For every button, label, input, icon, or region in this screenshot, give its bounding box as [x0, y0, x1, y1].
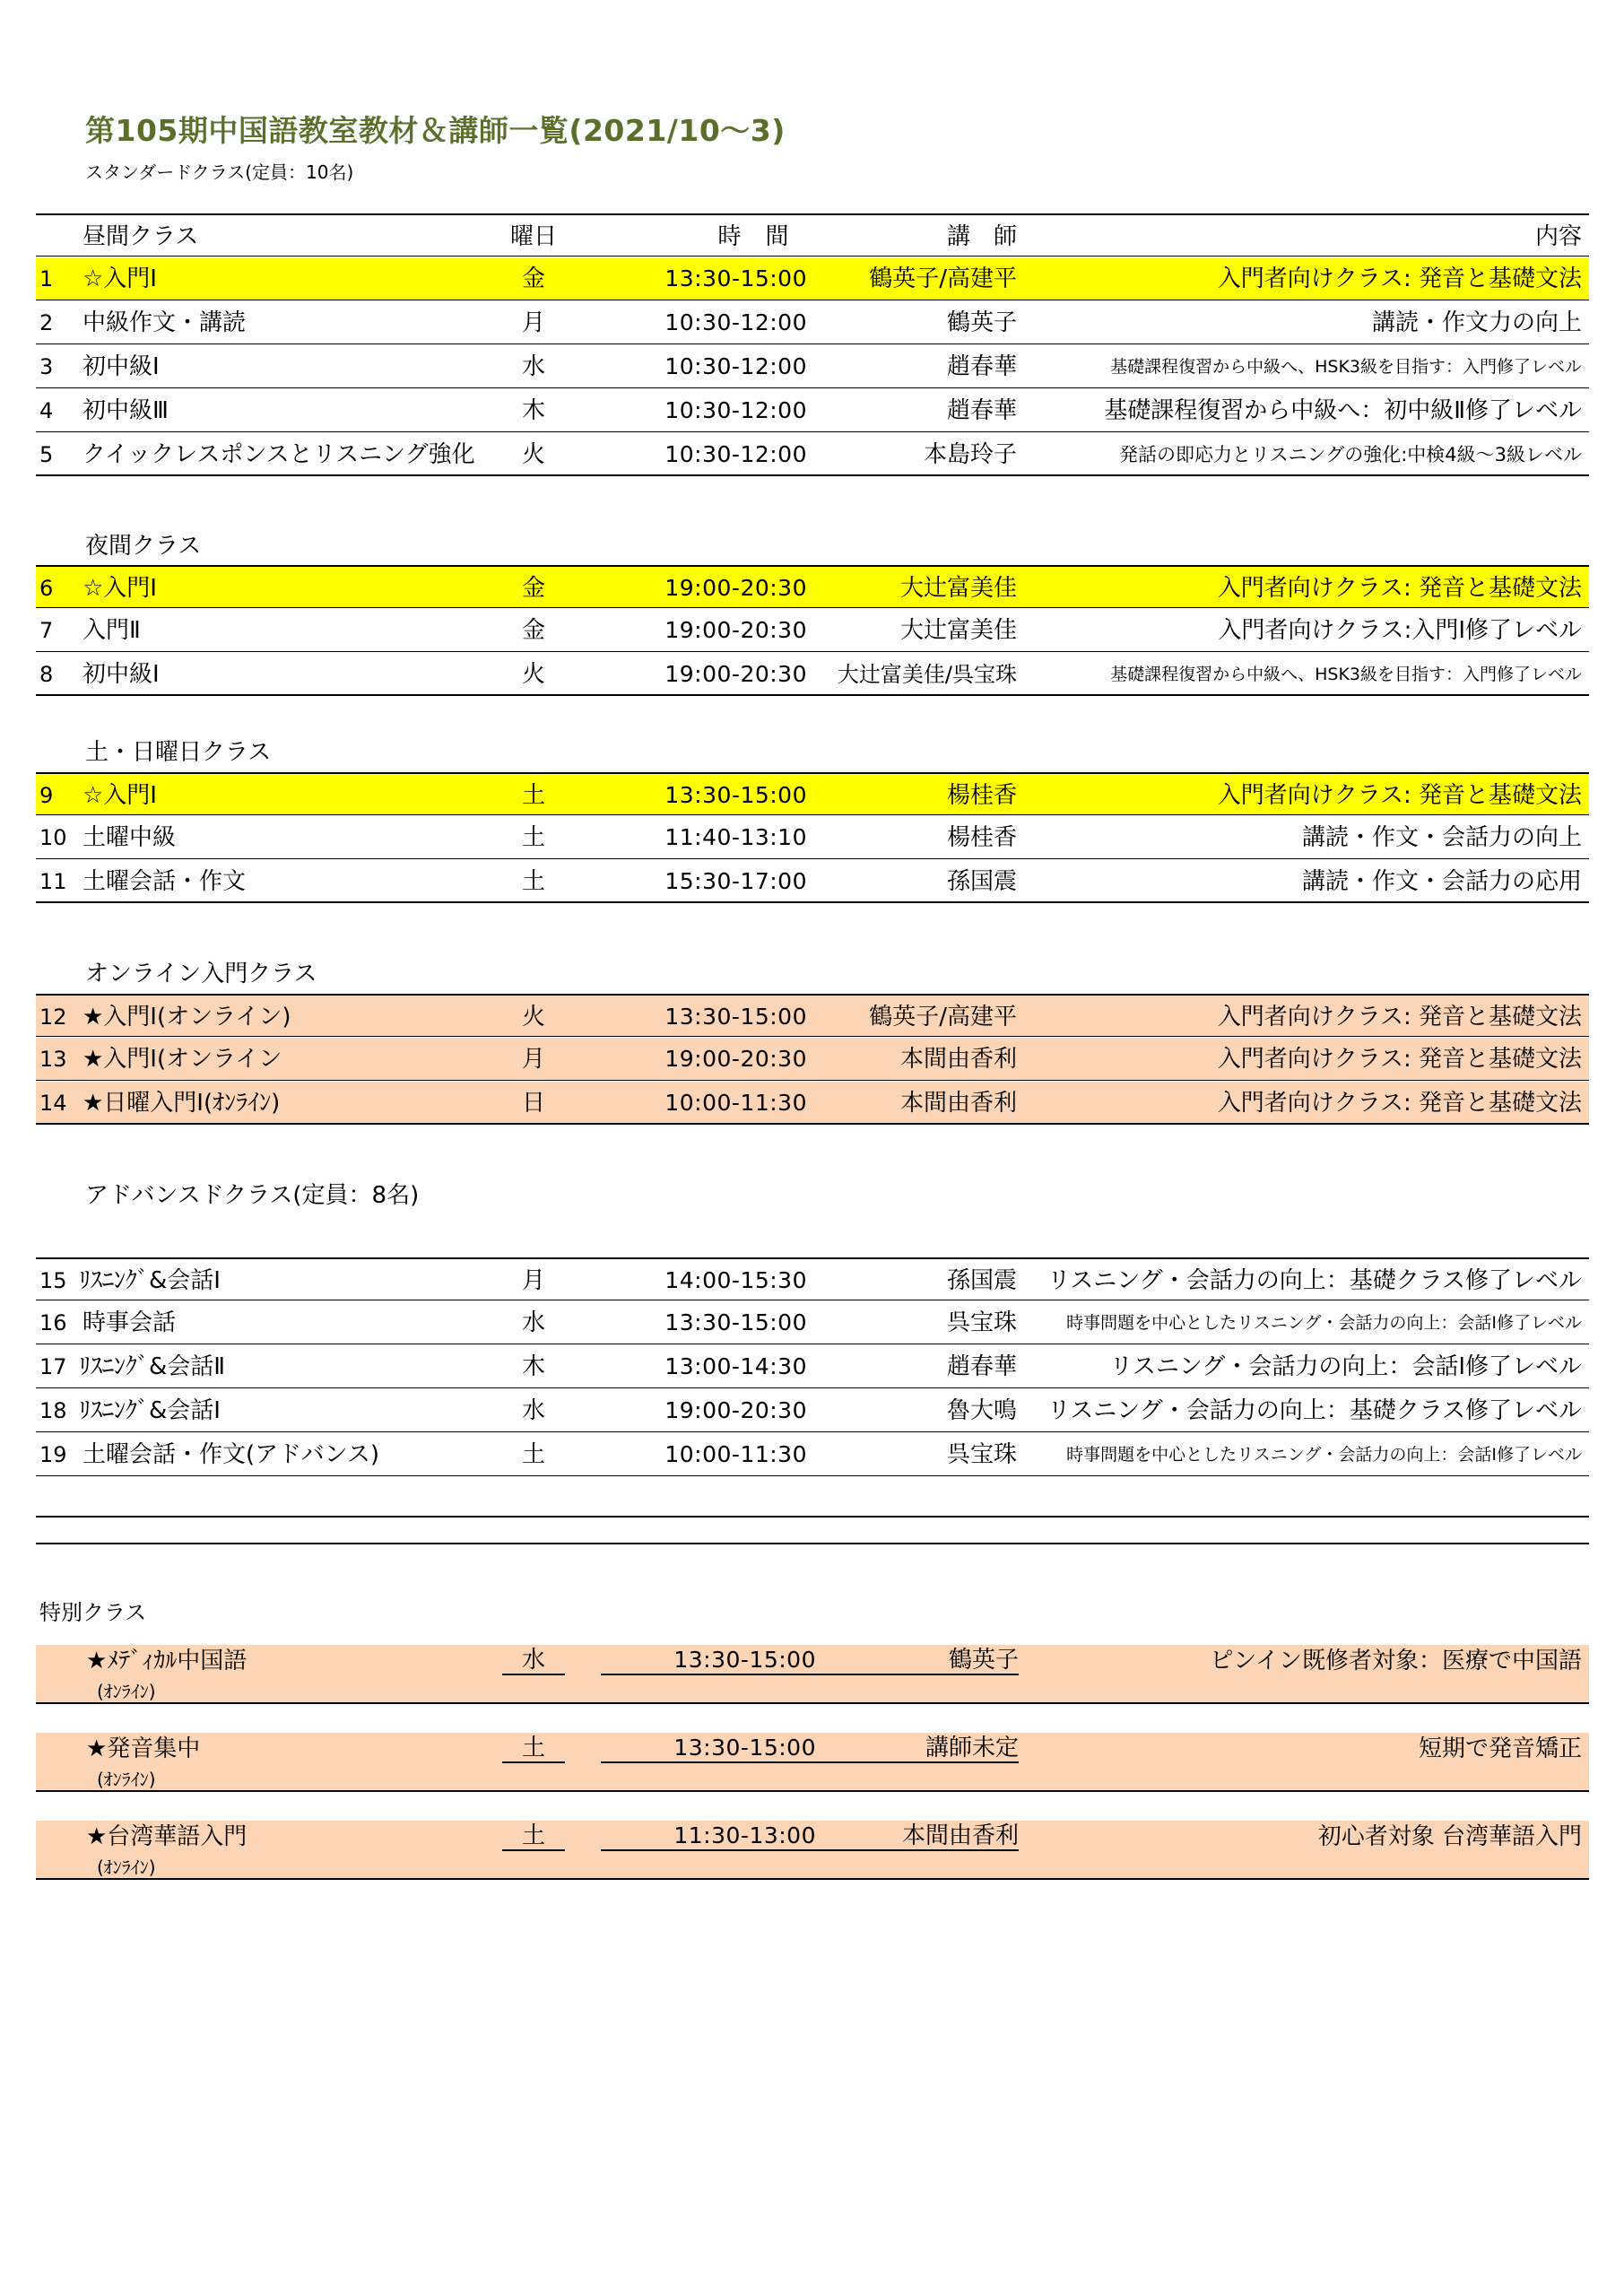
class-teacher: 楊桂香	[946, 824, 1017, 851]
class-day: 月	[521, 1267, 545, 1294]
special-class-time: 13:30-15:00	[601, 1733, 816, 1763]
special-class-mode: (ｵﾝﾗｲﾝ)	[97, 1769, 156, 1790]
table-row	[36, 994, 1589, 1037]
table-row	[36, 1345, 1589, 1388]
section-advanced-label: アドバンスドクラス(定員：8名)	[85, 1182, 420, 1209]
table-row	[36, 1038, 1589, 1081]
section-evening-label: 夜間クラス	[85, 533, 202, 560]
row-number: 19	[39, 1442, 67, 1467]
class-teacher: 鶴英子	[946, 309, 1017, 336]
special-class-row	[36, 1733, 1589, 1792]
class-teacher: 本島玲子	[923, 441, 1017, 468]
row-number: 17	[39, 1354, 67, 1379]
table-divider	[36, 1543, 1589, 1544]
table-row	[36, 860, 1589, 903]
class-day: 水	[521, 353, 545, 380]
class-time: 19:00-20:30	[664, 617, 807, 643]
class-teacher: 本間由香利	[899, 1046, 1017, 1073]
class-time: 13:30-15:00	[664, 782, 807, 808]
row-number: 5	[39, 442, 54, 467]
row-number: 8	[39, 662, 54, 687]
class-content: 時事問題を中心としたリスニング・会話力の向上：会話Ⅰ修了レベル	[1066, 1313, 1582, 1333]
class-name: 中級作文・講読	[83, 309, 247, 336]
class-name: 初中級Ⅰ	[83, 353, 160, 380]
class-day: 金	[521, 617, 545, 644]
row-number: 15	[39, 1268, 67, 1293]
special-class-mode: (ｵﾝﾗｲﾝ)	[97, 1857, 156, 1878]
class-day: 火	[521, 441, 545, 468]
section-online-label: オンライン入門クラス	[85, 961, 317, 987]
class-teacher: 大辻富美佳	[899, 617, 1017, 644]
class-name: 土曜中級	[83, 824, 177, 851]
header-daytime-class: 昼間クラス	[83, 223, 199, 250]
row-number: 11	[39, 869, 67, 894]
class-time: 10:00-11:30	[664, 1441, 807, 1467]
special-class-content: 初心者対象 台湾華語入門	[1317, 1823, 1582, 1850]
class-time: 15:30-17:00	[664, 868, 807, 894]
row-number: 10	[39, 825, 67, 850]
table-row	[36, 1389, 1589, 1432]
header-time: 時 間	[717, 223, 789, 250]
class-content: 入門者向けクラス:入門Ⅰ修了レベル	[1218, 617, 1582, 644]
class-content: リスニング・会話力の向上：基礎クラス修了レベル	[1046, 1397, 1582, 1424]
section-weekend-label: 土・日曜日クラス	[85, 739, 272, 766]
special-class-teacher: 本間由香利	[798, 1821, 1019, 1851]
table-row	[36, 433, 1589, 476]
table-header	[36, 213, 1589, 257]
row-number: 12	[39, 1004, 67, 1030]
class-name: クイックレスポンスとリスニング強化	[83, 441, 475, 468]
class-time: 19:00-20:30	[664, 661, 807, 687]
table-row	[36, 609, 1589, 652]
class-day: 土	[521, 824, 545, 851]
class-time: 11:40-13:10	[664, 824, 807, 850]
class-time: 10:30-12:00	[664, 309, 807, 335]
class-time: 13:30-15:00	[664, 1004, 807, 1030]
class-day: 土	[521, 782, 545, 809]
class-day: 水	[521, 1397, 545, 1424]
class-teacher: 趙春華	[946, 353, 1017, 380]
row-number: 14	[39, 1091, 67, 1116]
table-row	[36, 1301, 1589, 1344]
table-row	[36, 816, 1589, 859]
special-class-time: 13:30-15:00	[601, 1645, 816, 1675]
special-class-teacher: 講師未定	[798, 1733, 1019, 1763]
class-teacher: 孫国震	[946, 1267, 1017, 1294]
page-title: 第105期中国語教室教材＆講師一覧(2021/10～3)	[85, 113, 786, 148]
class-content: リスニング・会話力の向上：基礎クラス修了レベル	[1046, 1267, 1582, 1294]
class-time: 10:00-11:30	[664, 1090, 807, 1116]
class-content: リスニング・会話力の向上：会話Ⅰ修了レベル	[1109, 1353, 1582, 1380]
table-row	[36, 389, 1589, 432]
row-number: 16	[39, 1310, 67, 1335]
class-day: 火	[521, 1004, 545, 1031]
special-class-row	[36, 1821, 1589, 1880]
class-time: 13:00-14:30	[664, 1353, 807, 1379]
class-name: ﾘｽﾆﾝｸﾞ&会話Ⅰ	[79, 1267, 221, 1294]
page-subtitle: スタンダードクラス(定員：10名)	[85, 161, 354, 183]
class-name: ﾘｽﾆﾝｸﾞ&会話Ⅱ	[79, 1353, 226, 1380]
class-content: 時事問題を中心としたリスニング・会話力の向上：会話Ⅰ修了レベル	[1066, 1445, 1582, 1465]
class-day: 水	[521, 1309, 545, 1336]
class-teacher: 孫国震	[946, 868, 1017, 895]
class-content: 入門者向けクラス: 発音と基礎文法	[1217, 782, 1582, 809]
class-day: 日	[521, 1090, 545, 1117]
class-teacher: 楊桂香	[946, 782, 1017, 809]
class-content: 入門者向けクラス: 発音と基礎文法	[1217, 1004, 1582, 1031]
special-class-day: 土	[502, 1821, 565, 1851]
class-name: ☆入門Ⅰ	[83, 782, 157, 809]
class-content: 入門者向けクラス: 発音と基礎文法	[1217, 575, 1582, 602]
class-teacher: 本間由香利	[899, 1090, 1017, 1117]
class-time: 13:30-15:00	[664, 265, 807, 291]
class-name: ☆入門Ⅰ	[83, 265, 157, 292]
table-row	[36, 653, 1589, 696]
class-content: 講読・作文力の向上	[1371, 309, 1582, 336]
class-name: 時事会話	[83, 1309, 177, 1336]
table-row	[36, 301, 1589, 344]
class-day: 土	[521, 1441, 545, 1468]
class-time: 14:00-15:30	[664, 1267, 807, 1293]
class-teacher: 大辻富美佳/呉宝珠	[837, 662, 1017, 687]
class-content: 入門者向けクラス: 発音と基礎文法	[1217, 1090, 1582, 1117]
table-row	[36, 565, 1589, 608]
class-time: 19:00-20:30	[664, 1046, 807, 1072]
row-number: 9	[39, 783, 54, 808]
class-content: 基礎課程復習から中級へ：初中級Ⅱ修了レベル	[1104, 397, 1582, 424]
class-day: 土	[521, 868, 545, 895]
header-day: 曜日	[509, 223, 557, 250]
class-name: 初中級Ⅲ	[83, 397, 169, 424]
class-content: 基礎課程復習から中級へ、HSK3級を目指す：入門修了レベル	[1110, 665, 1582, 684]
row-number: 1	[39, 266, 54, 291]
class-teacher: 大辻富美佳	[899, 575, 1017, 602]
special-class-row	[36, 1645, 1589, 1704]
row-number: 18	[39, 1398, 67, 1423]
table-row	[36, 1433, 1589, 1476]
special-class-day: 水	[502, 1645, 565, 1675]
class-name: ★入門Ⅰ(オンライン)	[83, 1004, 291, 1031]
class-name: ★日曜入門Ⅰ(ｵﾝﾗｲﾝ)	[83, 1090, 281, 1117]
row-number: 3	[39, 354, 54, 379]
class-day: 木	[521, 397, 545, 424]
class-day: 金	[521, 575, 545, 602]
class-time: 19:00-20:30	[664, 1397, 807, 1423]
class-day: 火	[521, 661, 545, 688]
class-time: 13:30-15:00	[664, 1309, 807, 1335]
class-teacher: 鶴英子/高建平	[869, 1004, 1017, 1031]
class-name: 土曜会話・作文(アドバンス)	[83, 1441, 379, 1468]
row-number: 6	[39, 576, 54, 601]
row-number: 2	[39, 310, 54, 335]
class-teacher: 趙春華	[946, 1353, 1017, 1380]
special-class-mode: (ｵﾝﾗｲﾝ)	[97, 1681, 156, 1702]
class-day: 月	[521, 309, 545, 336]
row-number: 4	[39, 398, 54, 423]
class-teacher: 鶴英子/高建平	[869, 265, 1017, 292]
class-day: 金	[521, 265, 545, 292]
class-day: 月	[521, 1046, 545, 1073]
class-name: 初中級Ⅰ	[83, 661, 160, 688]
class-content: 入門者向けクラス: 発音と基礎文法	[1217, 265, 1582, 292]
class-time: 10:30-12:00	[664, 441, 807, 467]
header-content: 内容	[1534, 223, 1582, 250]
table-divider	[36, 1516, 1589, 1518]
class-time: 19:00-20:30	[664, 575, 807, 601]
row-number: 7	[39, 618, 54, 643]
special-class-day: 土	[502, 1733, 565, 1763]
class-teacher: 趙春華	[946, 397, 1017, 424]
class-content: 入門者向けクラス: 発音と基礎文法	[1217, 1046, 1582, 1073]
special-class-content: 短期で発音矯正	[1418, 1735, 1582, 1762]
class-day: 木	[521, 1353, 545, 1380]
special-class-time: 11:30-13:00	[601, 1821, 816, 1851]
class-teacher: 呉宝珠	[946, 1309, 1017, 1336]
class-name: ★入門Ⅰ(オンライン	[83, 1046, 282, 1073]
table-row	[36, 772, 1589, 815]
special-class-name: ★発音集中	[86, 1735, 201, 1762]
class-content: 基礎課程復習から中級へ、HSK3級を目指す：入門修了レベル	[1110, 357, 1582, 377]
header-teacher: 講 師	[946, 223, 1017, 250]
section-special-label: 特別クラス	[39, 1600, 147, 1625]
special-class-name: ★ﾒﾃﾞｨｶﾙ中国語	[86, 1648, 248, 1674]
class-time: 10:30-12:00	[664, 353, 807, 379]
class-content: 講読・作文・会話力の応用	[1301, 868, 1582, 895]
special-class-name: ★台湾華語入門	[86, 1823, 248, 1850]
special-class-content: ピンイン既修者対象：医療で中国語	[1210, 1648, 1582, 1674]
class-name: ☆入門Ⅰ	[83, 575, 157, 602]
class-content: 発話の即応力とリスニングの強化:中検4級～3級レベル	[1119, 444, 1582, 465]
table-row	[36, 345, 1589, 388]
class-teacher: 呉宝珠	[946, 1441, 1017, 1468]
class-time: 10:30-12:00	[664, 397, 807, 423]
table-row	[36, 1257, 1589, 1300]
class-name: 土曜会話・作文	[83, 868, 247, 895]
class-content: 講読・作文・会話力の向上	[1301, 824, 1582, 851]
table-row	[36, 257, 1589, 300]
special-class-teacher: 鶴英子	[798, 1645, 1019, 1675]
table-row	[36, 1082, 1589, 1125]
row-number: 13	[39, 1047, 67, 1072]
class-name: 入門Ⅱ	[83, 617, 141, 644]
class-name: ﾘｽﾆﾝｸﾞ&会話Ⅰ	[79, 1397, 221, 1424]
class-teacher: 魯大鳴	[946, 1397, 1017, 1424]
